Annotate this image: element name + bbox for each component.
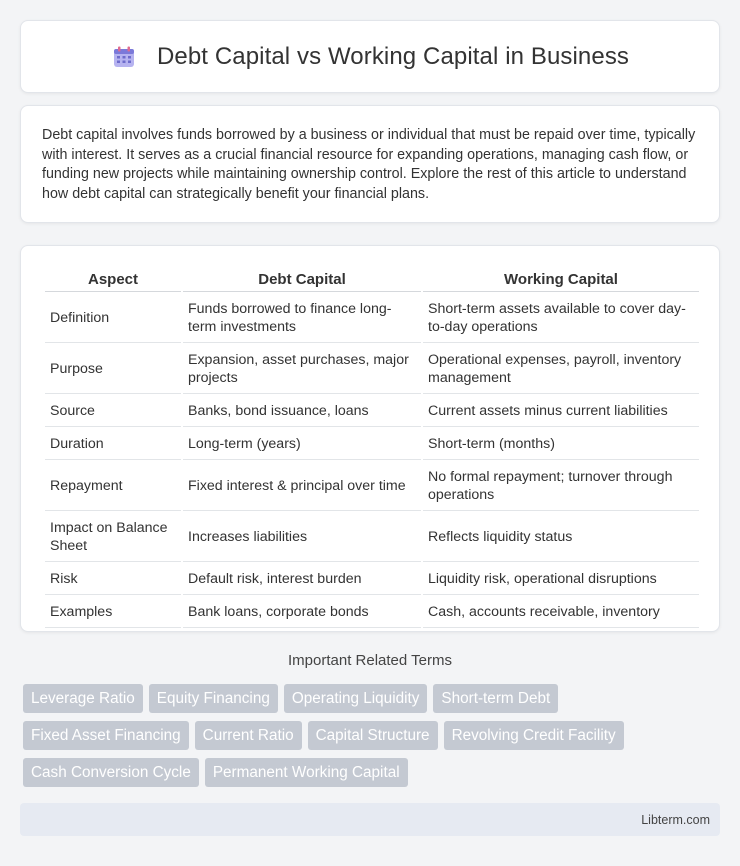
table-header-row — [45, 266, 699, 292]
related-terms-list — [23, 684, 723, 787]
table-cell: Funds borrowed to finance long-term investments — [183, 294, 421, 343]
table-cell: Repayment — [45, 462, 181, 511]
page-title: Debt Capital vs Working Capital in Business — [156, 42, 630, 70]
table-row — [45, 597, 699, 628]
table-row — [45, 513, 699, 562]
related-term-tag[interactable]: Revolving Credit Facility — [444, 721, 624, 750]
table-cell: Expansion, asset purchases, major projects — [183, 345, 421, 394]
table-cell: Examples — [45, 597, 181, 628]
related-term-tag[interactable]: Current Ratio — [195, 721, 302, 750]
table-cell: No formal repayment; turnover through operations — [423, 462, 699, 511]
table-cell: Fixed interest & principal over time — [183, 462, 421, 511]
intro-text: Debt capital involves funds borrowed by a business or individual that must be repaid over time, typically with interest. It serves as a crucial financial resource for expanding operations, managing cash flow, or funding new projects while maintaining ownership control. Explore the rest of this article to understand how debt capital can strategically benefit your financial plans. — [42, 127, 696, 202]
column-header: Aspect — [45, 266, 181, 292]
related-term-tag[interactable]: Capital Structure — [308, 721, 438, 750]
column-header: Working Capital — [423, 266, 699, 292]
table-row — [45, 294, 699, 343]
table-row — [45, 564, 699, 595]
table-cell: Short-term assets available to cover day-to-day operations — [423, 294, 699, 343]
table-cell: Operational expenses, payroll, inventory management — [423, 345, 699, 394]
table-row — [45, 396, 699, 427]
header-card — [20, 20, 720, 93]
comparison-table — [43, 264, 701, 630]
table-row — [45, 462, 699, 511]
table-cell: Default risk, interest burden — [183, 564, 421, 595]
related-term-tag[interactable]: Cash Conversion Cycle — [23, 758, 199, 787]
table-cell: Purpose — [45, 345, 181, 394]
related-term-tag[interactable]: Leverage Ratio — [23, 684, 143, 713]
intro-card — [20, 105, 720, 223]
table-cell: Reflects liquidity status — [423, 513, 699, 562]
related-term-tag[interactable]: Permanent Working Capital — [205, 758, 408, 787]
table-cell: Banks, bond issuance, loans — [183, 396, 421, 427]
table-cell: Liquidity risk, operational disruptions — [423, 564, 699, 595]
table-cell: Cash, accounts receivable, inventory — [423, 597, 699, 628]
comparison-table-card — [20, 245, 720, 632]
table-cell: Short-term (months) — [423, 429, 699, 460]
table-cell: Definition — [45, 294, 181, 343]
table-row — [45, 429, 699, 460]
footer-link[interactable]: Libterm.com — [641, 812, 710, 827]
related-term-tag[interactable]: Equity Financing — [149, 684, 278, 713]
table-cell: Increases liabilities — [183, 513, 421, 562]
related-term-tag[interactable]: Short-term Debt — [433, 684, 558, 713]
table-cell: Long-term (years) — [183, 429, 421, 460]
table-row — [45, 345, 699, 394]
related-terms-title: Important Related Terms — [288, 652, 452, 669]
related-term-tag[interactable]: Operating Liquidity — [284, 684, 428, 713]
column-header: Debt Capital — [183, 266, 421, 292]
table-cell: Source — [45, 396, 181, 427]
table-cell: Risk — [45, 564, 181, 595]
table-cell: Current assets minus current liabilities — [423, 396, 699, 427]
table-cell: Bank loans, corporate bonds — [183, 597, 421, 628]
table-cell: Impact on Balance Sheet — [45, 513, 181, 562]
table-cell: Duration — [45, 429, 181, 460]
calendar-icon — [111, 44, 137, 70]
footer — [20, 803, 720, 836]
related-term-tag[interactable]: Fixed Asset Financing — [23, 721, 189, 750]
